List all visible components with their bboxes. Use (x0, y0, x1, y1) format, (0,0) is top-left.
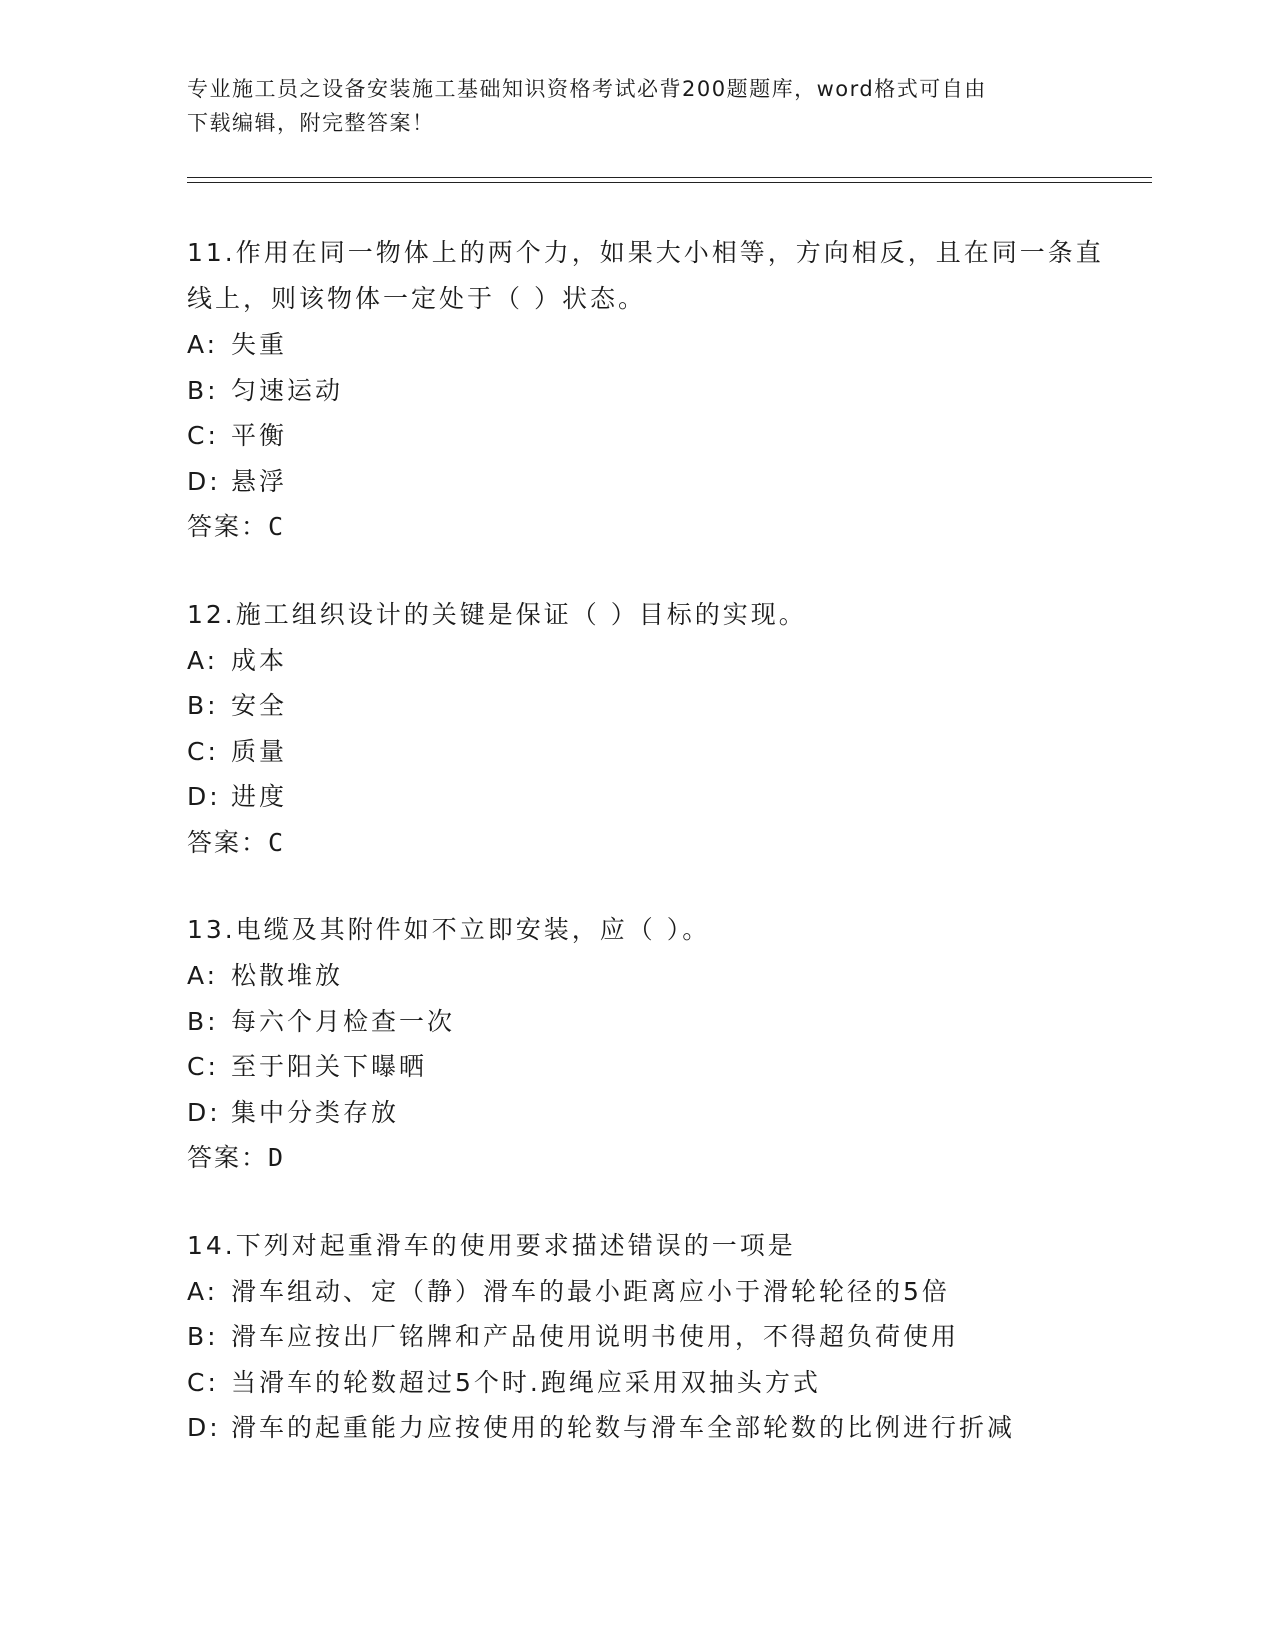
question-stem: 13.电缆及其附件如不立即安装，应（ ）。 (187, 915, 711, 944)
option-key: B: (187, 691, 219, 720)
option-b (187, 1314, 1107, 1360)
option-text: 滑车的起重能力应按使用的轮数与滑车全部轮数的比例进行折减 (231, 1413, 1016, 1442)
option-key: B: (187, 375, 219, 405)
question-14 (187, 1223, 1107, 1451)
header-title-line-1: 专业施工员之设备安装施工基础知识资格考试必背200题题库，word格式可自由 (187, 77, 987, 101)
option-key: D: (187, 782, 221, 811)
option-key: A: (187, 961, 219, 990)
option-b (187, 683, 1107, 729)
option-text: 每六个月检查一次 (231, 1006, 456, 1036)
document-header (187, 72, 1087, 140)
question-list (187, 230, 1107, 1493)
option-key: A: (187, 330, 219, 359)
option-key: B: (187, 1006, 219, 1036)
answer-line (187, 820, 1107, 866)
option-d (187, 459, 1107, 505)
option-b (187, 999, 1107, 1045)
option-key: D: (187, 466, 221, 496)
option-d (187, 1090, 1107, 1136)
option-key: C: (187, 736, 219, 766)
option-text: 匀速运动 (231, 375, 344, 405)
option-key: C: (187, 1367, 219, 1397)
option-a (187, 638, 1107, 684)
question-stem: 14.下列对起重滑车的使用要求描述错误的一项是 (187, 1230, 796, 1260)
option-text: 成本 (231, 645, 288, 675)
option-text: 滑车应按出厂铭牌和产品使用说明书使用，不得超负荷使用 (231, 1322, 960, 1351)
answer-line (187, 504, 1107, 550)
answer-label: 答案： (187, 1143, 269, 1172)
option-a (187, 1269, 1107, 1315)
option-text: 集中分类存放 (231, 1097, 400, 1127)
option-key: A: (187, 645, 219, 675)
option-a (187, 322, 1107, 368)
question-11 (187, 230, 1107, 550)
header-title-line-2: 下载编辑，附完整答案！ (187, 111, 435, 135)
question-13 (187, 907, 1107, 1181)
option-a (187, 953, 1107, 999)
answer-value: C (268, 827, 286, 857)
answer-label: 答案： (187, 827, 269, 857)
question-stem: 11.作用在同一物体上的两个力，如果大小相等，方向相反，且在同一条直线上，则该物体一定处于（ ）状态。 (187, 238, 1104, 313)
option-key: A: (187, 1276, 219, 1306)
option-key: B: (187, 1322, 219, 1351)
option-key: D: (187, 1413, 221, 1442)
answer-label: 答案： (187, 512, 269, 541)
option-d (187, 1405, 1107, 1451)
option-text: 悬浮 (231, 466, 288, 496)
question-stem: 12.施工组织设计的关键是保证（ ）目标的实现。 (187, 599, 807, 629)
option-key: C: (187, 421, 219, 450)
header-divider-bottom (187, 182, 1152, 183)
option-c (187, 413, 1107, 459)
option-c (187, 729, 1107, 775)
option-text: 滑车组动、定（静）滑车的最小距离应小于滑轮轮径的5倍 (231, 1276, 950, 1306)
header-divider-top (187, 177, 1152, 178)
option-key: D: (187, 1097, 221, 1127)
option-text: 当滑车的轮数超过5个时.跑绳应采用双抽头方式 (231, 1367, 821, 1397)
answer-value: C (268, 512, 286, 541)
answer-line (187, 1135, 1107, 1181)
option-text: 松散堆放 (231, 961, 344, 990)
option-text: 进度 (231, 782, 288, 811)
option-c (187, 1044, 1107, 1090)
option-text: 质量 (231, 736, 288, 766)
option-c (187, 1360, 1107, 1406)
option-text: 失重 (231, 330, 288, 359)
question-12 (187, 592, 1107, 866)
option-b (187, 368, 1107, 414)
option-text: 平衡 (231, 421, 288, 450)
option-d (187, 774, 1107, 820)
option-key: C: (187, 1052, 219, 1081)
option-text: 至于阳关下曝晒 (231, 1052, 428, 1081)
option-text: 安全 (231, 691, 288, 720)
answer-value: D (268, 1143, 286, 1172)
